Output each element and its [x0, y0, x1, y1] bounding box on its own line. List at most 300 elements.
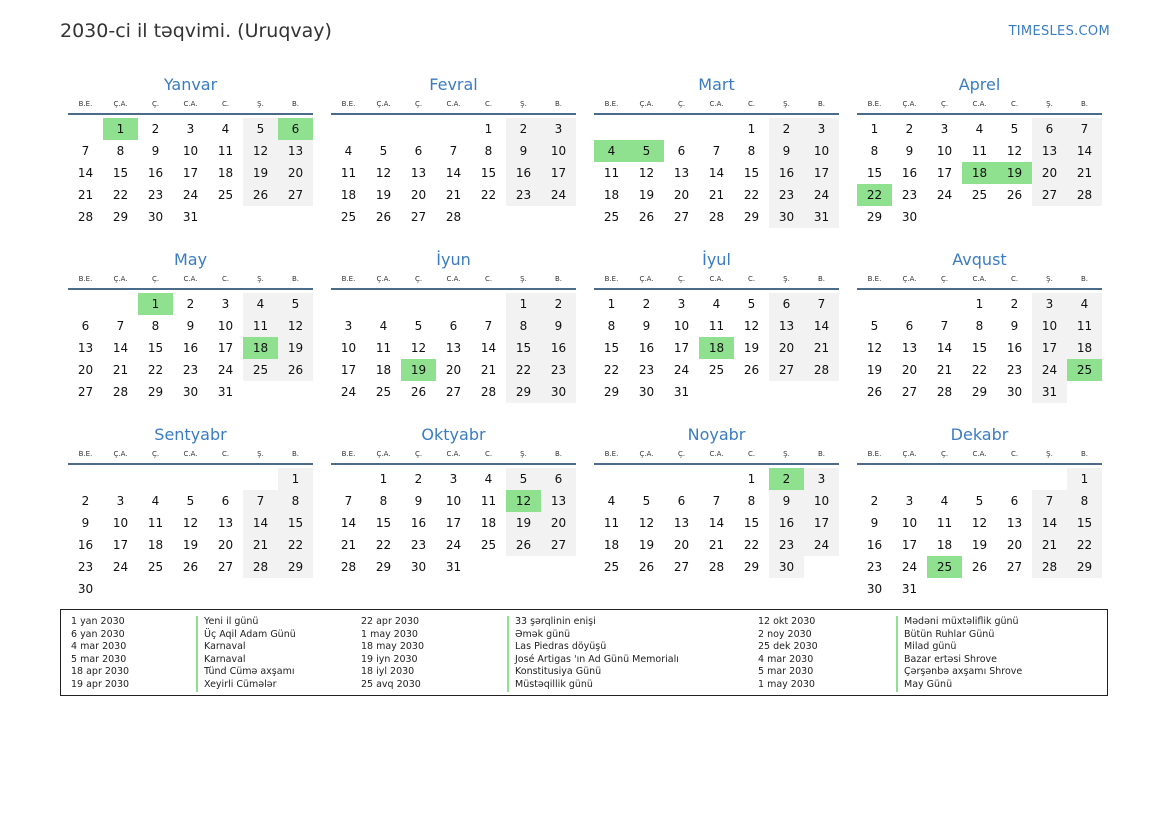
day-cell: 24: [217, 363, 234, 377]
day-cell: 23: [638, 363, 655, 377]
day-cell: 3: [804, 118, 839, 140]
day-cell: 10: [804, 490, 839, 512]
weekday-header: [594, 446, 839, 465]
day-cell: 24: [541, 184, 576, 206]
weekday-label: B.: [817, 275, 826, 283]
day-cell: 7: [712, 144, 721, 158]
day-cell: 2: [1010, 297, 1019, 311]
day-cell: 12: [182, 516, 199, 530]
legend-date: 4 mar 2030: [71, 641, 127, 653]
day-cell: 26: [278, 359, 313, 381]
day-cell: 20: [410, 188, 427, 202]
weekday-header: [68, 96, 313, 115]
day-cell: 17: [217, 341, 234, 355]
day-cell: 2: [186, 297, 195, 311]
day-cell: 28: [112, 385, 129, 399]
legend-holiday-name: José Artigas 'ın Ad Günü Memorialı: [507, 654, 679, 667]
day-cell: 21: [112, 363, 129, 377]
legend-date: 22 apr 2030: [361, 616, 420, 627]
weekday-label: B.E.: [604, 275, 619, 283]
empty-cell: [436, 293, 471, 315]
day-cell: 8: [116, 144, 125, 158]
day-cell: 3: [116, 494, 125, 508]
weekday-label: B.: [291, 450, 300, 458]
day-cell: 7: [1032, 490, 1067, 512]
weekday-label: C.: [484, 450, 493, 458]
day-cell: 8: [747, 144, 756, 158]
day-cell: 5: [975, 494, 984, 508]
day-cell: 19: [278, 337, 313, 359]
day-cell: 27: [901, 385, 918, 399]
empty-cell: [103, 468, 138, 490]
weekday-label: Ç.A.: [113, 275, 128, 283]
legend-names-column: [196, 616, 296, 692]
empty-cell: [173, 578, 208, 600]
empty-cell: [1067, 578, 1102, 600]
day-cell: 21: [804, 337, 839, 359]
weekday-label: B.: [291, 275, 300, 283]
empty-cell: [103, 293, 138, 315]
day-cell: 16: [769, 162, 804, 184]
day-cell: 13: [445, 341, 462, 355]
day-cell: 16: [638, 341, 655, 355]
day-cell: 28: [1032, 556, 1067, 578]
day-cell: 6: [278, 118, 313, 140]
month-name: Fevral: [429, 75, 478, 94]
day-cell: 9: [642, 319, 651, 333]
month-name: Avqust: [952, 250, 1007, 269]
day-cell: 5: [243, 118, 278, 140]
month-block: [331, 424, 576, 583]
empty-cell: [138, 468, 173, 490]
day-cell: 28: [804, 359, 839, 381]
weekday-label: C.: [221, 100, 230, 108]
day-cell: 26: [506, 534, 541, 556]
month-name: İyun: [436, 250, 471, 269]
weekday-label: C.A.: [709, 450, 724, 458]
weekday-label: C.A.: [446, 450, 461, 458]
weekday-label: Ç.A.: [902, 450, 917, 458]
weekday-label: C.: [1010, 275, 1019, 283]
day-cell: 1: [1067, 468, 1102, 490]
day-cell: 9: [506, 140, 541, 162]
day-cell: 8: [379, 494, 388, 508]
day-cell: 23: [769, 534, 804, 556]
day-cell: 8: [506, 315, 541, 337]
empty-cell: [138, 578, 173, 600]
weekday-label: Ç.: [940, 275, 949, 283]
days-grid: [331, 118, 576, 228]
weekday-label: Ç.: [677, 100, 686, 108]
day-cell: 4: [594, 140, 629, 162]
legend-holiday-name: May Günü: [896, 679, 1022, 692]
day-cell: 11: [1067, 315, 1102, 337]
day-cell: 21: [480, 363, 497, 377]
month-name: Noyabr: [687, 425, 746, 444]
empty-cell: [927, 293, 962, 315]
day-cell: 23: [410, 538, 427, 552]
day-cell: 14: [804, 315, 839, 337]
day-cell: 2: [870, 494, 879, 508]
weekday-label: C.: [484, 275, 493, 283]
empty-cell: [278, 206, 313, 228]
empty-cell: [927, 206, 962, 228]
day-cell: 15: [506, 337, 541, 359]
day-cell: 7: [712, 494, 721, 508]
day-cell: 21: [1067, 162, 1102, 184]
day-cell: 25: [708, 363, 725, 377]
empty-cell: [629, 468, 664, 490]
day-cell: 5: [379, 144, 388, 158]
day-cell: 11: [243, 315, 278, 337]
day-cell: 12: [243, 140, 278, 162]
month-block: [594, 74, 839, 233]
day-cell: 23: [1006, 363, 1023, 377]
empty-cell: [664, 468, 699, 490]
weekday-header: [594, 96, 839, 115]
empty-cell: [699, 468, 734, 490]
day-cell: 12: [743, 319, 760, 333]
legend-holiday-name: Yeni il günü: [196, 616, 296, 629]
day-cell: 10: [1032, 315, 1067, 337]
empty-cell: [804, 381, 839, 403]
weekday-label: Ş.: [1046, 450, 1053, 458]
day-cell: 22: [480, 188, 497, 202]
day-cell: 28: [77, 210, 94, 224]
legend-date: 18 apr 2030: [71, 666, 130, 678]
day-cell: 17: [936, 166, 953, 180]
day-cell: 15: [743, 516, 760, 530]
day-cell: 10: [936, 144, 953, 158]
days-grid: [594, 468, 839, 578]
weekday-label: B.: [1080, 100, 1089, 108]
day-cell: 20: [1032, 162, 1067, 184]
empty-cell: [962, 468, 997, 490]
holiday-legend: [60, 609, 1108, 696]
day-cell: 27: [217, 560, 234, 574]
day-cell: 14: [77, 166, 94, 180]
weekday-label: Ç.: [414, 100, 423, 108]
weekday-label: B.: [554, 450, 563, 458]
day-cell: 27: [541, 534, 576, 556]
empty-cell: [997, 206, 1032, 228]
day-cell: 1: [975, 297, 984, 311]
day-cell: 25: [243, 359, 278, 381]
day-cell: 15: [1067, 512, 1102, 534]
day-cell: 18: [603, 188, 620, 202]
weekday-label: B.E.: [78, 275, 93, 283]
day-cell: 22: [506, 359, 541, 381]
day-cell: 14: [445, 166, 462, 180]
day-cell: 23: [147, 188, 164, 202]
weekday-header: [857, 271, 1102, 290]
day-cell: 27: [77, 385, 94, 399]
day-cell: 19: [638, 538, 655, 552]
day-cell: 8: [870, 144, 879, 158]
weekday-label: C.: [221, 275, 230, 283]
empty-cell: [243, 381, 278, 403]
empty-cell: [331, 293, 366, 315]
empty-cell: [857, 468, 892, 490]
day-cell: 27: [278, 184, 313, 206]
day-cell: 11: [480, 494, 497, 508]
day-cell: 6: [1010, 494, 1019, 508]
day-cell: 17: [804, 162, 839, 184]
day-cell: 21: [936, 363, 953, 377]
day-cell: 1: [506, 293, 541, 315]
day-cell: 9: [186, 319, 195, 333]
day-cell: 9: [541, 315, 576, 337]
day-cell: 1: [138, 293, 173, 315]
day-cell: 18: [375, 363, 392, 377]
weekday-label: Ç.A.: [902, 100, 917, 108]
day-cell: 2: [769, 118, 804, 140]
day-cell: 5: [414, 319, 423, 333]
empty-cell: [927, 468, 962, 490]
legend-dates-column: [71, 616, 129, 692]
day-cell: 14: [1032, 512, 1067, 534]
day-cell: 29: [112, 210, 129, 224]
day-cell: 2: [81, 494, 90, 508]
empty-cell: [243, 206, 278, 228]
day-cell: 11: [603, 516, 620, 530]
empty-cell: [278, 381, 313, 403]
day-cell: 27: [1006, 560, 1023, 574]
day-cell: 6: [541, 468, 576, 490]
weekday-label: C.A.: [446, 100, 461, 108]
day-cell: 30: [147, 210, 164, 224]
day-cell: 17: [182, 166, 199, 180]
weekday-label: Ç.: [940, 450, 949, 458]
day-cell: 10: [445, 494, 462, 508]
weekday-label: Ç.A.: [639, 450, 654, 458]
weekday-label: Ç.: [151, 275, 160, 283]
legend-date: 12 okt 2030: [758, 616, 816, 627]
day-cell: 3: [677, 297, 686, 311]
day-cell: 7: [243, 490, 278, 512]
day-cell: 13: [673, 516, 690, 530]
day-cell: 5: [642, 494, 651, 508]
day-cell: 21: [1032, 534, 1067, 556]
day-cell: 18: [699, 337, 734, 359]
days-grid: [68, 118, 313, 228]
day-cell: 1: [379, 472, 388, 486]
weekday-label: Ç.A.: [639, 275, 654, 283]
day-cell: 8: [278, 490, 313, 512]
weekday-header: [331, 96, 576, 115]
weekday-label: B.: [554, 275, 563, 283]
day-cell: 22: [743, 188, 760, 202]
weekday-label: Ç.: [940, 100, 949, 108]
empty-cell: [629, 118, 664, 140]
day-cell: 16: [1006, 341, 1023, 355]
weekday-label: B.: [817, 450, 826, 458]
legend-holiday-name: Las Piedras döyüşü: [507, 641, 679, 654]
day-cell: 6: [677, 144, 686, 158]
month-block: [68, 249, 313, 408]
day-cell: 20: [278, 162, 313, 184]
empty-cell: [401, 293, 436, 315]
day-cell: 28: [480, 385, 497, 399]
day-cell: 20: [1006, 538, 1023, 552]
empty-cell: [997, 578, 1032, 600]
weekday-header: [857, 96, 1102, 115]
day-cell: 17: [673, 341, 690, 355]
day-cell: 1: [484, 122, 493, 136]
legend-date: 18 may 2030: [361, 641, 425, 653]
empty-cell: [471, 206, 506, 228]
day-cell: 24: [1032, 359, 1067, 381]
day-cell: 9: [81, 516, 90, 530]
day-cell: 26: [1006, 188, 1023, 202]
day-cell: 30: [182, 385, 199, 399]
day-cell: 24: [112, 560, 129, 574]
weekday-label: B.: [1080, 275, 1089, 283]
day-cell: 3: [804, 468, 839, 490]
month-block: [331, 249, 576, 408]
weekday-label: Ş.: [520, 450, 527, 458]
day-cell: 1: [607, 297, 616, 311]
day-cell: 25: [340, 210, 357, 224]
empty-cell: [68, 293, 103, 315]
month-block: [68, 424, 313, 596]
weekday-label: B.: [554, 100, 563, 108]
empty-cell: [892, 293, 927, 315]
day-cell: 26: [866, 385, 883, 399]
day-cell: 15: [603, 341, 620, 355]
legend-holiday-name: Müstəqillik günü: [507, 679, 679, 692]
day-cell: 18: [340, 188, 357, 202]
day-cell: 14: [243, 512, 278, 534]
empty-cell: [927, 578, 962, 600]
month-name: Sentyabr: [154, 425, 227, 444]
weekday-label: C.A.: [446, 275, 461, 283]
day-cell: 24: [340, 385, 357, 399]
empty-cell: [541, 206, 576, 228]
day-cell: 23: [77, 560, 94, 574]
day-cell: 15: [480, 166, 497, 180]
day-cell: 6: [414, 144, 423, 158]
day-cell: 24: [804, 534, 839, 556]
day-cell: 27: [445, 385, 462, 399]
day-cell: 26: [743, 363, 760, 377]
day-cell: 10: [340, 341, 357, 355]
day-cell: 31: [901, 582, 918, 596]
day-cell: 24: [804, 184, 839, 206]
empty-cell: [857, 293, 892, 315]
day-cell: 20: [673, 538, 690, 552]
day-cell: 13: [410, 166, 427, 180]
day-cell: 11: [936, 516, 953, 530]
day-cell: 26: [182, 560, 199, 574]
day-cell: 28: [243, 556, 278, 578]
day-cell: 17: [541, 162, 576, 184]
month-name: Yanvar: [163, 75, 218, 94]
day-cell: 22: [971, 363, 988, 377]
weekday-label: Ş.: [783, 275, 790, 283]
empty-cell: [769, 381, 804, 403]
day-cell: 22: [112, 188, 129, 202]
month-block: [68, 74, 313, 233]
day-cell: 28: [445, 210, 462, 224]
weekday-label: B.E.: [341, 450, 356, 458]
day-cell: 20: [217, 538, 234, 552]
day-cell: 4: [221, 122, 230, 136]
empty-cell: [471, 293, 506, 315]
day-cell: 27: [673, 210, 690, 224]
legend-date: 19 iyn 2030: [361, 653, 418, 665]
day-cell: 19: [638, 188, 655, 202]
weekday-label: C.: [747, 450, 756, 458]
day-cell: 9: [870, 516, 879, 530]
day-cell: 7: [449, 144, 458, 158]
day-cell: 19: [375, 188, 392, 202]
day-cell: 8: [484, 144, 493, 158]
day-cell: 2: [541, 293, 576, 315]
legend-date: 1 yan 2030: [71, 616, 125, 627]
months-grid: [68, 74, 1102, 596]
weekday-label: Ş.: [257, 450, 264, 458]
weekday-label: Ş.: [783, 100, 790, 108]
empty-cell: [506, 556, 541, 578]
brand-link[interactable]: TIMESLES.COM: [1008, 24, 1110, 39]
day-cell: 4: [940, 494, 949, 508]
days-grid: [857, 293, 1102, 403]
legend-holiday-name: Çərşənbə axşamı Shrove: [896, 666, 1022, 679]
day-cell: 11: [375, 341, 392, 355]
weekday-label: C.A.: [972, 450, 987, 458]
day-cell: 27: [673, 560, 690, 574]
day-cell: 29: [866, 210, 883, 224]
legend-holiday-name: Əmək günü: [507, 629, 679, 642]
weekday-label: C.: [221, 450, 230, 458]
day-cell: 1: [103, 118, 138, 140]
weekday-label: C.: [484, 100, 493, 108]
weekday-header: [331, 446, 576, 465]
day-cell: 16: [866, 538, 883, 552]
weekday-label: B.E.: [867, 100, 882, 108]
empty-cell: [962, 578, 997, 600]
weekday-label: C.A.: [972, 100, 987, 108]
empty-cell: [103, 578, 138, 600]
day-cell: 6: [905, 319, 914, 333]
day-cell: 24: [936, 188, 953, 202]
day-cell: 30: [769, 206, 804, 228]
weekday-label: B.E.: [341, 100, 356, 108]
day-cell: 11: [971, 144, 988, 158]
legend-holiday-name: Bütün Ruhlar Günü: [896, 629, 1022, 642]
day-cell: 11: [603, 166, 620, 180]
day-cell: 5: [278, 293, 313, 315]
legend-dates-column: [758, 616, 818, 692]
day-cell: 4: [484, 472, 493, 486]
day-cell: 4: [975, 122, 984, 136]
empty-cell: [436, 118, 471, 140]
weekday-label: B.E.: [867, 450, 882, 458]
days-grid: [857, 118, 1102, 228]
day-cell: 10: [804, 140, 839, 162]
day-cell: 7: [116, 319, 125, 333]
day-cell: 31: [182, 210, 199, 224]
empty-cell: [1067, 206, 1102, 228]
weekday-header: [594, 271, 839, 290]
day-cell: 17: [1032, 337, 1067, 359]
day-cell: 19: [401, 359, 436, 381]
legend-holiday-name: Üç Aqil Adam Günü: [196, 629, 296, 642]
month-name: May: [173, 250, 208, 269]
empty-cell: [594, 468, 629, 490]
legend-holiday-name: Xeyirli Cümələr: [196, 679, 296, 692]
